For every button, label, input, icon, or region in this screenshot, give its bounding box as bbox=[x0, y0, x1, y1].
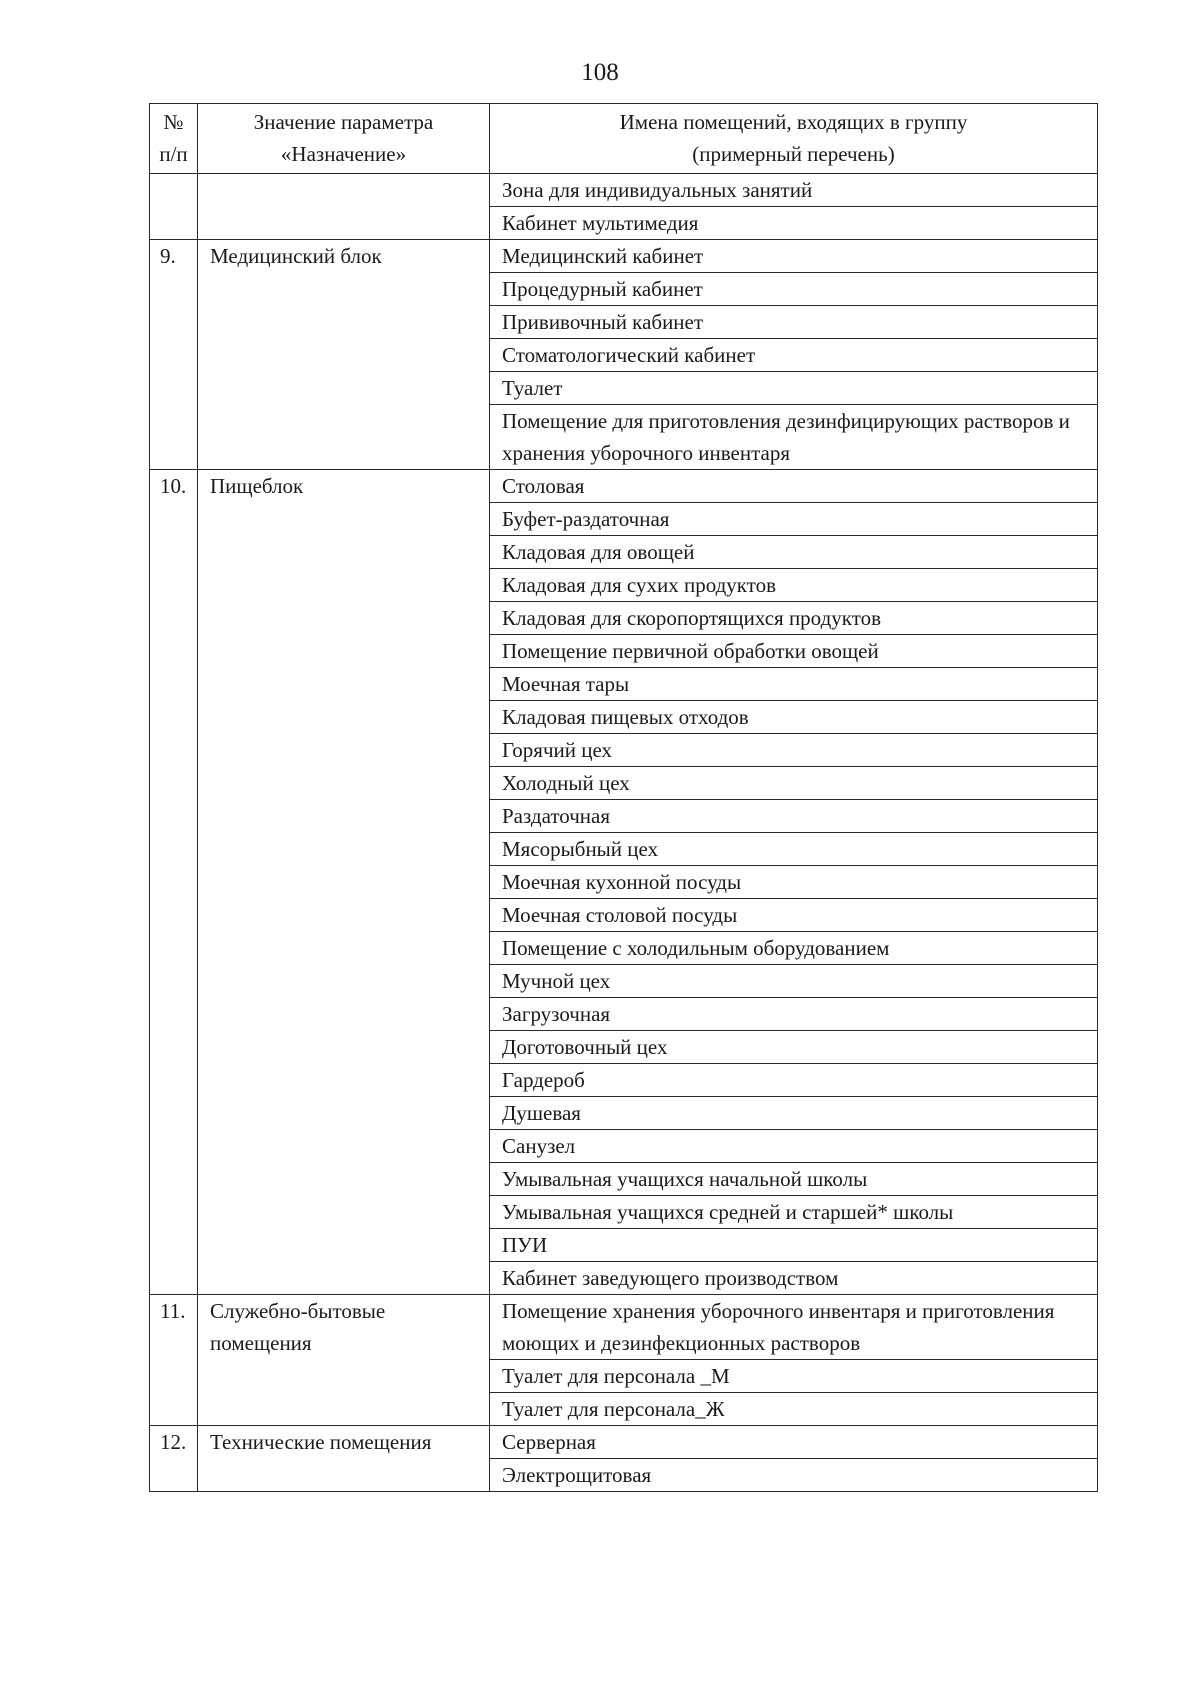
room-name-cell: Процедурный кабинет bbox=[490, 273, 1098, 306]
room-name-cell: Душевая bbox=[490, 1097, 1098, 1130]
room-name-cell: Стоматологический кабинет bbox=[490, 339, 1098, 372]
room-name-cell: Помещение с холодильным оборудованием bbox=[490, 932, 1098, 965]
row-number-cell: 12. bbox=[150, 1426, 198, 1492]
row-number-cell: 11. bbox=[150, 1295, 198, 1426]
room-name-cell: Кабинет заведующего производством bbox=[490, 1262, 1098, 1295]
header-room-names: Имена помещений, входящих в группу (примерный перечень) bbox=[490, 104, 1098, 174]
purpose-value-cell: Пищеблок bbox=[198, 470, 490, 1295]
table-row bbox=[150, 470, 1098, 503]
room-name-cell: Электрощитовая bbox=[490, 1459, 1098, 1492]
table-row bbox=[150, 240, 1098, 273]
table-row bbox=[150, 174, 1098, 207]
rooms-table bbox=[149, 103, 1098, 1492]
purpose-cell-empty bbox=[198, 174, 490, 240]
room-name-cell: Туалет bbox=[490, 372, 1098, 405]
room-name-cell: Зона для индивидуальных занятий bbox=[490, 174, 1098, 207]
table-row bbox=[150, 1426, 1098, 1459]
room-name-cell: Туалет для персонала _М bbox=[490, 1360, 1098, 1393]
room-name-cell: Помещение первичной обработки овощей bbox=[490, 635, 1098, 668]
row-number-cell: 10. bbox=[150, 470, 198, 1295]
purpose-value-cell: Технические помещения bbox=[198, 1426, 490, 1492]
room-name-cell: Умывальная учащихся средней и старшей* школы bbox=[490, 1196, 1098, 1229]
room-name-cell: Помещение для приготовления дезинфицирующих растворов и хранения уборочного инвентаря bbox=[490, 405, 1098, 470]
table-row bbox=[150, 1295, 1098, 1360]
page-number: 108 bbox=[581, 59, 619, 86]
room-name-cell: Санузел bbox=[490, 1130, 1098, 1163]
number-cell-empty bbox=[150, 174, 198, 240]
room-name-cell: Кладовая для сухих продуктов bbox=[490, 569, 1098, 602]
room-name-cell: Медицинский кабинет bbox=[490, 240, 1098, 273]
room-name-cell: Мясорыбный цех bbox=[490, 833, 1098, 866]
room-name-cell: Кладовая для скоропортящихся продуктов bbox=[490, 602, 1098, 635]
header-purpose: Значение параметра «Назначение» bbox=[198, 104, 490, 174]
room-name-cell: ПУИ bbox=[490, 1229, 1098, 1262]
room-name-cell: Холодный цех bbox=[490, 767, 1098, 800]
room-name-cell: Серверная bbox=[490, 1426, 1098, 1459]
room-name-cell: Буфет-раздаточная bbox=[490, 503, 1098, 536]
room-name-cell: Прививочный кабинет bbox=[490, 306, 1098, 339]
room-name-cell: Моечная тары bbox=[490, 668, 1098, 701]
room-name-cell: Кабинет мультимедия bbox=[490, 207, 1098, 240]
room-name-cell: Моечная столовой посуды bbox=[490, 899, 1098, 932]
header-number: № п/п bbox=[150, 104, 198, 174]
table-body bbox=[150, 174, 1098, 1492]
room-name-cell: Горячий цех bbox=[490, 734, 1098, 767]
room-name-cell: Гардероб bbox=[490, 1064, 1098, 1097]
table-header bbox=[150, 104, 1098, 174]
purpose-value-cell: Медицинский блок bbox=[198, 240, 490, 470]
room-name-cell: Раздаточная bbox=[490, 800, 1098, 833]
room-name-cell: Помещение хранения уборочного инвентаря и приготовления моющих и дезинфекционных растворов bbox=[490, 1295, 1098, 1360]
room-name-cell: Мучной цех bbox=[490, 965, 1098, 998]
row-number-cell: 9. bbox=[150, 240, 198, 470]
room-name-cell: Туалет для персонала_Ж bbox=[490, 1393, 1098, 1426]
purpose-value-cell: Служебно-бытовые помещения bbox=[198, 1295, 490, 1426]
room-name-cell: Моечная кухонной посуды bbox=[490, 866, 1098, 899]
room-name-cell: Столовая bbox=[490, 470, 1098, 503]
room-name-cell: Загрузочная bbox=[490, 998, 1098, 1031]
room-name-cell: Доготовочный цех bbox=[490, 1031, 1098, 1064]
room-name-cell: Кладовая для овощей bbox=[490, 536, 1098, 569]
room-name-cell: Кладовая пищевых отходов bbox=[490, 701, 1098, 734]
room-name-cell: Умывальная учащихся начальной школы bbox=[490, 1163, 1098, 1196]
